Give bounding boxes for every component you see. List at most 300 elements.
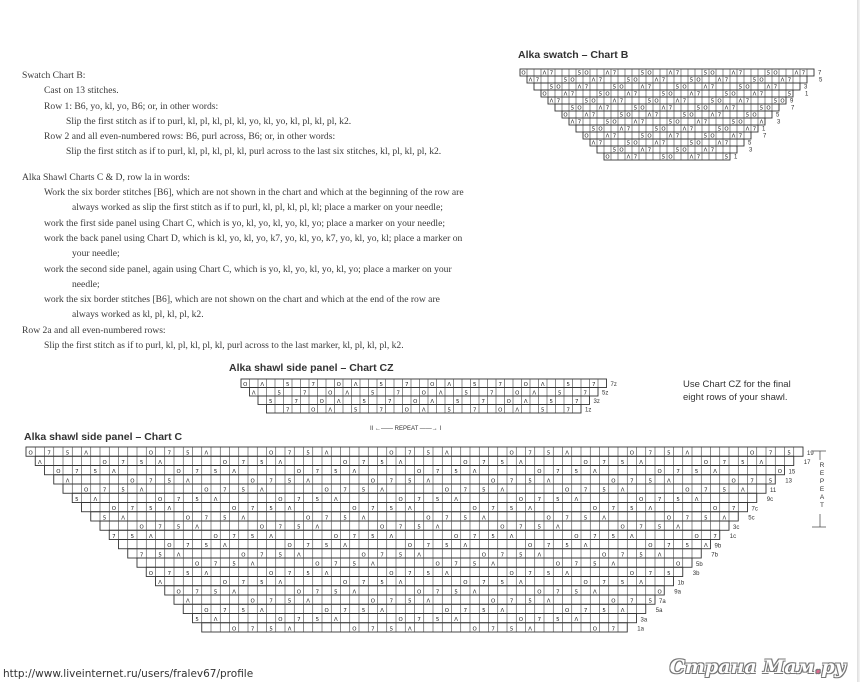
stitch-symbol: 7 (472, 533, 477, 540)
stitch-symbol: 7 (611, 506, 616, 513)
chart-row (555, 104, 795, 112)
stitch-symbol: 7 (287, 570, 292, 577)
stitch-symbol: 5 (297, 524, 301, 531)
stitch-symbol: Λ (537, 552, 542, 559)
stitch-symbol: 5 (454, 589, 458, 596)
stitch-symbol: Λ (630, 533, 634, 540)
stitch-symbol: Λ (398, 459, 403, 466)
stitch-symbol: Λ (176, 552, 181, 559)
stitch-symbol: 7 (334, 561, 338, 568)
stitch-symbol: Λ (612, 98, 617, 105)
stitch-symbol: O (629, 450, 634, 457)
stitch-symbol: 7 (463, 487, 468, 494)
stitch-symbol: 7 (435, 589, 440, 596)
stitch-symbol: 7 (731, 105, 736, 112)
row-label: 3 (777, 119, 781, 126)
stitch-symbol: Λ (668, 133, 673, 140)
stitch-symbol: Λ (278, 580, 283, 587)
stitch-symbol: O (407, 543, 412, 550)
stitch-symbol: 7 (605, 105, 610, 112)
stitch-symbol: O (592, 626, 597, 633)
stitch-symbol: O (343, 580, 348, 587)
stitch-symbol: O (605, 91, 610, 98)
site-logo (670, 656, 846, 678)
stitch-symbol: 7 (710, 147, 715, 154)
stitch-symbol: Λ (704, 543, 708, 550)
stitch-symbol: 7 (306, 543, 310, 550)
chart-row (174, 595, 666, 605)
stitch-symbol: Λ (689, 91, 694, 98)
stitch-symbol: 7 (112, 533, 116, 540)
stitch-symbol: Λ (713, 469, 717, 476)
stitch-symbol: 5 (773, 98, 778, 105)
stitch-symbol: 7 (398, 524, 403, 531)
stitch-symbol: O (648, 543, 653, 550)
chart-row (576, 125, 766, 133)
stitch-symbol: O (430, 381, 435, 388)
text-line: Cast on 13 stitches. (44, 85, 119, 97)
stitch-symbol: 5 (408, 478, 412, 485)
stitch-symbol: 5 (408, 598, 412, 605)
stitch-symbol: Λ (38, 459, 42, 466)
chart-row (183, 604, 663, 614)
stitch-symbol: 5 (528, 598, 532, 605)
stitch-symbol: Λ (605, 133, 610, 140)
stitch-symbol: O (703, 105, 708, 112)
stitch-symbol: 7 (297, 496, 301, 503)
stitch-symbol: Λ (426, 598, 431, 605)
stitch-symbol: Λ (682, 126, 687, 133)
stitch-symbol: 5 (260, 459, 264, 466)
stitch-symbol: Λ (759, 459, 764, 466)
stitch-symbol: Λ (213, 617, 218, 624)
stitch-symbol: 5 (626, 140, 631, 147)
stitch-symbol: O (685, 487, 690, 494)
chart-row (26, 447, 814, 457)
stitch-symbol: 7 (611, 626, 616, 633)
row-label: 7b (711, 552, 718, 559)
stitch-symbol: 7 (473, 407, 477, 414)
stitch-symbol: 5 (324, 543, 329, 550)
stitch-symbol: O (278, 496, 283, 503)
stitch-symbol: 5 (519, 552, 523, 559)
stitch-symbol: Λ (186, 598, 190, 605)
stitch-symbol: O (598, 126, 603, 133)
stitch-symbol: Λ (435, 524, 440, 531)
stitch-symbol: 5 (334, 589, 338, 596)
stitch-symbol: Λ (717, 77, 722, 84)
stitch-symbol: 7 (633, 91, 638, 98)
stitch-symbol: 5 (482, 487, 486, 494)
stitch-symbol: O (584, 70, 589, 77)
stitch-symbol: O (710, 133, 715, 140)
stitch-symbol: Λ (278, 459, 283, 466)
stitch-symbol: Λ (570, 119, 575, 126)
stitch-symbol: 5 (509, 626, 514, 633)
stitch-symbol: O (676, 561, 681, 568)
stitch-symbol: 5 (186, 450, 190, 457)
stitch-symbol: 5 (619, 112, 624, 119)
stitch-symbol: 5 (602, 487, 606, 494)
stitch-symbol: O (619, 147, 624, 154)
stitch-symbol: Λ (605, 70, 610, 77)
chart-row (202, 623, 645, 633)
stitch-symbol: Λ (389, 533, 394, 540)
stitch-symbol: 7 (260, 552, 264, 559)
row-label: 17 (803, 460, 811, 466)
stitch-symbol: 5 (563, 77, 568, 84)
chart-row (583, 132, 767, 140)
stitch-symbol: O (509, 570, 514, 577)
stitch-symbol: O (583, 580, 588, 587)
stitch-symbol: 7 (250, 506, 255, 513)
row-label: 1a (637, 626, 644, 633)
stitch-symbol: 7 (640, 119, 645, 126)
stitch-symbol: Λ (297, 552, 301, 559)
stitch-symbol: 7 (583, 390, 587, 397)
stitch-symbol: 5 (689, 77, 694, 84)
stitch-symbol: O (370, 478, 375, 485)
note-line: eight rows of your shawl. (683, 392, 788, 403)
stitch-symbol: 5 (787, 450, 791, 457)
stitch-symbol: 5 (647, 98, 652, 105)
stitch-symbol: 5 (186, 570, 190, 577)
stitch-symbol: 7 (481, 398, 485, 405)
stitch-symbol: 7 (575, 398, 579, 405)
stitch-symbol: 5 (745, 112, 750, 119)
stitch-symbol: Λ (766, 84, 771, 91)
stitch-symbol: O (647, 70, 652, 77)
stitch-symbol: 5 (648, 478, 653, 485)
stitch-symbol: O (185, 515, 190, 522)
stitch-symbol: O (426, 515, 431, 522)
repeat-letter: P (819, 478, 825, 485)
stitch-symbol: Λ (445, 450, 449, 457)
stitch-symbol: 7 (648, 570, 653, 577)
repeat-letter: E (819, 486, 825, 493)
stitch-symbol: 7 (315, 589, 320, 596)
stitch-symbol: Λ (463, 543, 468, 550)
stitch-symbol: O (333, 533, 338, 540)
stitch-symbol: 7 (630, 598, 634, 605)
stitch-symbol: 7 (633, 154, 638, 161)
stitch-symbol: O (213, 533, 218, 540)
stitch-symbol: 5 (426, 450, 431, 457)
stitch-symbol: O (668, 154, 673, 161)
stitch-symbol: 5 (371, 533, 375, 540)
row-label: 5b (696, 561, 703, 568)
stitch-symbol: 7 (361, 580, 366, 587)
stitch-symbol: Λ (633, 119, 638, 126)
stitch-symbol: 5 (213, 469, 218, 476)
stitch-symbol: Λ (482, 515, 486, 522)
stitch-symbol: Λ (620, 607, 625, 614)
stitch-symbol: Λ (306, 478, 310, 485)
stitch-symbol: O (102, 459, 107, 466)
stitch-symbol: 5 (675, 147, 680, 154)
stitch-symbol: 7 (647, 147, 652, 154)
stitch-symbol: Λ (593, 469, 597, 476)
stitch-symbol: 7 (482, 580, 486, 587)
stitch-symbol: 7 (710, 84, 715, 91)
stitch-symbol: Λ (500, 487, 505, 494)
stitch-symbol: Λ (336, 398, 341, 405)
stitch-symbol: Λ (343, 543, 347, 550)
stitch-symbol: 7 (583, 607, 588, 614)
stitch-symbol: 5 (584, 98, 589, 105)
stitch-symbol: Λ (287, 506, 292, 513)
stitch-symbol: O (620, 524, 625, 531)
stitch-symbol: Λ (232, 469, 236, 476)
note-line: Use Chart CZ for the final (683, 379, 791, 390)
stitch-symbol: O (204, 607, 209, 614)
stitch-symbol: 7 (241, 459, 246, 466)
stitch-symbol: 7 (286, 407, 290, 414)
stitch-symbol: Λ (619, 126, 624, 133)
stitch-symbol: O (738, 119, 743, 126)
stitch-symbol: 5 (456, 398, 460, 405)
stitch-symbol: Λ (251, 390, 256, 397)
stitch-symbol: 7 (167, 450, 172, 457)
row-label: 5a (655, 608, 663, 614)
stitch-symbol: O (306, 515, 311, 522)
stitch-symbol: O (666, 515, 671, 522)
text-line: Row 2 and all even-numbered rows: B6, purl across, B6; or, in other words: (44, 131, 336, 143)
stitch-symbol: 5 (500, 580, 505, 587)
chart-row (35, 456, 811, 466)
stitch-symbol: 7 (696, 154, 701, 161)
row-label: 3b (692, 571, 700, 577)
stitch-symbol: 7 (801, 70, 806, 77)
stitch-symbol: 7 (593, 533, 597, 540)
stitch-symbol: 5 (130, 533, 135, 540)
text-line: work the second side panel, again using Chart C, which is yo, kl, yo, kl, yo, kl, yo; place a marker on your (44, 263, 452, 275)
stitch-symbol: O (745, 84, 750, 91)
stitch-symbol: 7 (509, 598, 514, 605)
stitch-symbol: 5 (661, 91, 666, 98)
stitch-symbol: O (506, 398, 511, 405)
stitch-symbol: O (521, 70, 526, 77)
stitch-symbol: 7 (537, 617, 542, 624)
repeat-letter: E (819, 470, 825, 477)
stitch-symbol: 5 (570, 105, 575, 112)
stitch-symbol: Λ (667, 478, 671, 485)
stitch-symbol: Λ (696, 119, 701, 126)
stitch-symbol: 7 (602, 580, 606, 587)
row-outline (241, 379, 607, 388)
stitch-symbol: O (472, 506, 477, 513)
stitch-symbol: 7 (269, 598, 273, 605)
stitch-symbol: 7 (204, 515, 209, 522)
stitch-symbol: O (195, 561, 200, 568)
stitch-symbol: O (633, 77, 638, 84)
stitch-symbol: Λ (241, 515, 246, 522)
stitch-symbol: O (556, 84, 561, 91)
stitch-symbol: Λ (685, 450, 690, 457)
stitch-symbol: 7 (661, 77, 666, 84)
stitch-symbol: 7 (311, 381, 315, 388)
chart-row (91, 512, 755, 522)
stitch-symbol: O (724, 126, 729, 133)
stitch-symbol: 5 (611, 533, 616, 540)
stitch-symbol: 5 (65, 450, 70, 457)
stitch-symbol: O (328, 390, 333, 397)
stitch-symbol: O (605, 154, 610, 161)
stitch-symbol: Λ (454, 617, 458, 624)
stitch-symbol: Λ (334, 496, 338, 503)
stitch-symbol: Λ (574, 617, 579, 624)
stitch-symbol: Λ (724, 105, 729, 112)
stitch-symbol: Λ (675, 98, 680, 105)
text-line: always worked as slip the first stitch as if to purl, kl, pl, kl, pl, kl; place a marker on your needle; (72, 202, 443, 214)
stitch-symbol: O (509, 450, 514, 457)
stitch-symbol: Λ (661, 105, 666, 112)
stitch-symbol: Λ (421, 407, 426, 414)
stitch-symbol: 7 (490, 390, 494, 397)
stitch-symbol: Λ (260, 607, 264, 614)
stitch-symbol: 5 (287, 598, 292, 605)
stitch-symbol: Λ (408, 626, 412, 633)
stitch-symbol: O (370, 598, 375, 605)
stitch-symbol: O (500, 524, 505, 531)
stitch-symbol: Λ (232, 589, 236, 596)
text-line: needle; (72, 278, 100, 290)
stitch-symbol: O (389, 570, 394, 577)
stitch-symbol: 7 (426, 543, 431, 550)
stitch-symbol: 7 (417, 496, 421, 503)
stitch-symbol: Λ (324, 450, 329, 457)
stitch-symbol: 7 (787, 77, 792, 84)
chart-row (100, 521, 739, 531)
stitch-symbol: 7 (408, 450, 412, 457)
stitch-symbol: O (336, 381, 341, 388)
text-line: Swatch Chart B: (22, 70, 86, 81)
stitch-symbol: Λ (591, 77, 596, 84)
stitch-symbol: 5 (694, 469, 699, 476)
stitch-symbol: 7 (130, 506, 135, 513)
stitch-symbol: O (750, 450, 755, 457)
stitch-symbol: O (626, 112, 631, 119)
chart-b (520, 69, 823, 161)
stitch-symbol: O (555, 561, 560, 568)
row-label: 1 (762, 126, 766, 133)
stitch-symbol: Λ (121, 515, 125, 522)
stitch-symbol: O (759, 77, 764, 84)
stitch-symbol: Λ (722, 515, 727, 522)
row-label: 1c (729, 534, 737, 540)
stitch-symbol: O (780, 98, 785, 105)
stitch-symbol: Λ (565, 570, 569, 577)
stitch-symbol: 7 (519, 524, 523, 531)
stitch-symbol: 7 (689, 126, 694, 133)
stitch-symbol: 5 (722, 487, 727, 494)
stitch-symbol: 7 (738, 133, 743, 140)
stitch-symbol: 5 (593, 561, 597, 568)
stitch-symbol: O (398, 617, 403, 624)
stitch-symbol: O (472, 626, 477, 633)
stitch-symbol: 5 (195, 617, 199, 624)
stitch-symbol: Λ (398, 580, 403, 587)
stitch-symbol: Λ (745, 126, 750, 133)
stitch-symbol: 7 (435, 469, 440, 476)
stitch-symbol: 7 (303, 390, 307, 397)
stitch-symbol: Λ (195, 524, 199, 531)
logo-dot: . (814, 656, 822, 678)
stitch-symbol: O (296, 589, 301, 596)
stitch-symbol: 5 (541, 407, 545, 414)
chart-row (128, 549, 719, 559)
stitch-symbol: Λ (668, 70, 673, 77)
stitch-symbol: Λ (112, 469, 116, 476)
stitch-symbol: 5 (667, 570, 671, 577)
stitch-symbol: O (176, 469, 181, 476)
stitch-symbol: O (528, 543, 533, 550)
chart-row (119, 540, 722, 550)
logo-text: Страна Мам (669, 656, 815, 678)
stitch-symbol: O (777, 469, 782, 476)
stitch-symbol: O (563, 112, 568, 119)
stitch-symbol: O (389, 450, 394, 457)
stitch-symbol: 5 (752, 77, 757, 84)
stitch-symbol: 5 (362, 398, 366, 405)
stitch-symbol: O (515, 390, 520, 397)
stitch-symbol: O (139, 524, 144, 531)
stitch-symbol: 7 (647, 84, 652, 91)
stitch-symbol: O (158, 496, 163, 503)
stitch-symbol: 5 (620, 459, 625, 466)
stitch-symbol: 5 (626, 77, 631, 84)
stitch-symbol: 7 (768, 450, 773, 457)
stitch-symbol: O (421, 390, 426, 397)
stitch-symbol: 7 (675, 70, 680, 77)
text-line: Work the six border stitches [B6], which are not shown in the chart and which at the beginning of the row are (44, 187, 464, 199)
stitch-symbol: 5 (343, 515, 347, 522)
stitch-symbol: Λ (676, 524, 680, 531)
stitch-symbol: 7 (509, 478, 514, 485)
stitch-symbol: 5 (380, 580, 384, 587)
stitch-symbol: Λ (717, 140, 722, 147)
stitch-symbol: 5 (417, 524, 421, 531)
stitch-symbol: O (773, 70, 778, 77)
chart-cz-title: Alka shawl side panel – Chart CZ (229, 362, 394, 374)
stitch-symbol: 5 (602, 607, 606, 614)
stitch-symbol: O (518, 496, 523, 503)
stitch-symbol: Λ (523, 398, 528, 405)
stitch-symbol: O (537, 469, 542, 476)
stitch-symbol: 5 (668, 119, 673, 126)
stitch-symbol: 7 (717, 112, 722, 119)
stitch-symbol: 7 (482, 459, 486, 466)
chart-row (146, 567, 700, 577)
stitch-symbol: O (167, 543, 172, 550)
stitch-symbol: O (537, 589, 542, 596)
stitch-symbol: 7 (556, 98, 561, 105)
stitch-symbol: O (232, 626, 237, 633)
stitch-symbol: Λ (250, 561, 255, 568)
stitch-symbol: Λ (689, 154, 694, 161)
stitch-symbol: O (491, 598, 496, 605)
stitch-symbol: 5 (445, 543, 449, 550)
row-label: 9a (674, 589, 681, 596)
stitch-symbol: Λ (328, 407, 333, 414)
row-label: 1 (734, 154, 738, 161)
stitch-symbol: Λ (794, 70, 799, 77)
stitch-symbol: Λ (438, 390, 443, 397)
row-label: 9 (790, 98, 794, 105)
stitch-symbol: Λ (149, 533, 153, 540)
stitch-symbol: O (574, 533, 579, 540)
stitch-symbol: 7 (696, 91, 701, 98)
